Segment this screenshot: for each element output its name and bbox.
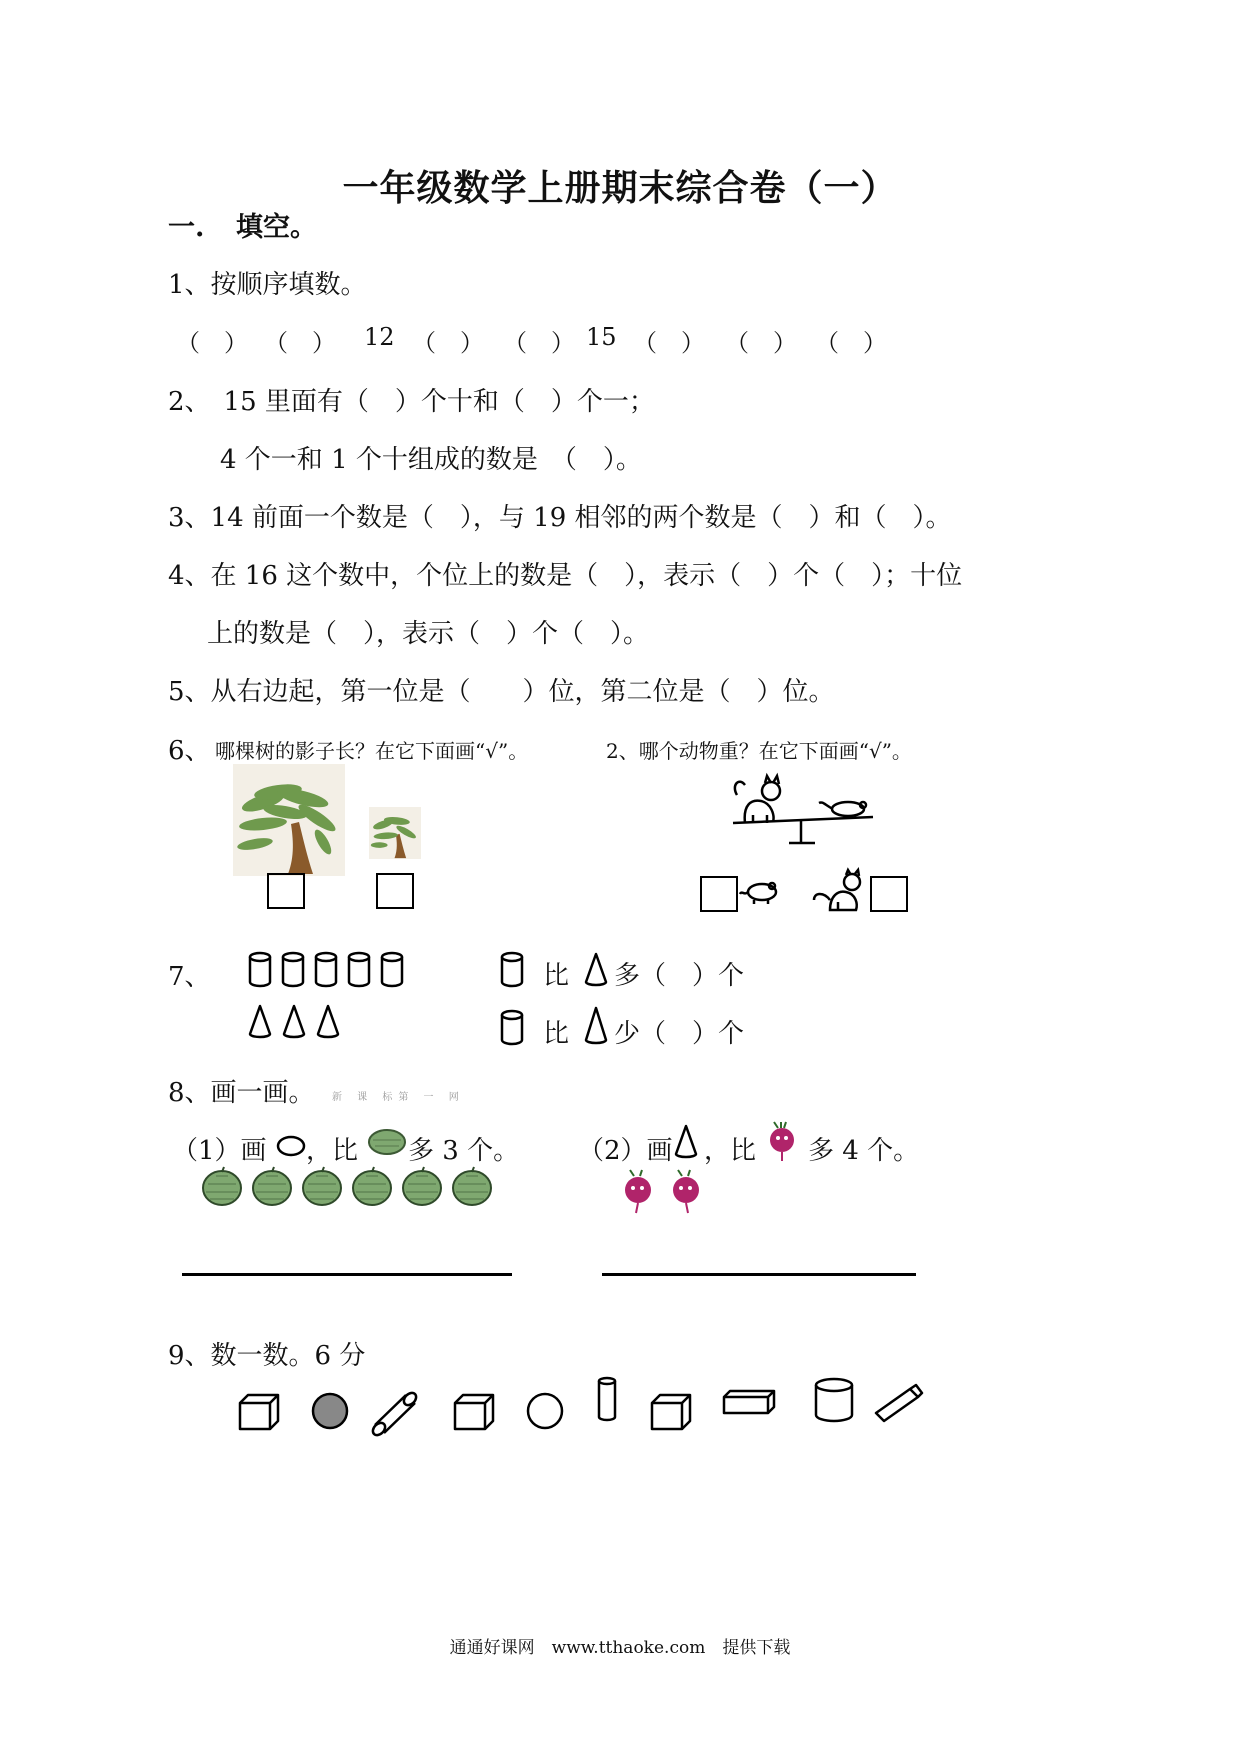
q7-number: 7、 — [168, 962, 211, 992]
q6-text-b: 2、哪个动物重？在它下面画“√”。 — [606, 739, 912, 763]
tree-small-icon — [369, 807, 421, 859]
q8-part2-c: 多 4 个。 — [808, 1136, 920, 1166]
q3-text: 3、14 前面一个数是（ ），与 19 相邻的两个数是（ ）和（ ）。 — [168, 503, 952, 533]
section-label: 填空。 — [236, 212, 317, 243]
seq-number: 15 — [586, 323, 617, 351]
cylinder-tilted-icon — [371, 1391, 419, 1438]
cat-icon — [812, 870, 870, 912]
triangle-cone-icon — [674, 1124, 698, 1158]
seq-number: 12 — [364, 323, 395, 351]
seq-blank[interactable]: （ ） — [412, 329, 484, 357]
seesaw-cat-mouse-icon — [723, 775, 883, 850]
q6-number: 6、 — [168, 736, 211, 766]
q5-text: 5、从右边起，第一位是（ ）位，第二位是（ ）位。 — [168, 677, 835, 707]
cone-icon — [584, 952, 608, 988]
tree-large-icon — [233, 764, 345, 876]
answer-box-tree-large[interactable] — [267, 873, 305, 909]
turnips-row-icon — [620, 1170, 710, 1214]
watermark-text: 新 课 标第 一 网 — [332, 1092, 465, 1103]
sphere-shaded-icon — [313, 1394, 347, 1428]
seq-blank[interactable]: （ ） — [725, 329, 797, 357]
answer-line-2[interactable] — [602, 1273, 916, 1276]
footer-text: 通通好课网 www.tthaoke.com 提供下载 — [449, 1638, 791, 1658]
sphere-icon — [528, 1394, 562, 1428]
q2-line1: 2、 15 里面有（ ）个十和（ ）个一； — [168, 387, 655, 417]
q7-compare2-result: 少（ ）个 — [614, 1019, 745, 1049]
q9-text: 9、数一数。6 分 — [168, 1341, 366, 1371]
q8-part1-c: 多 3 个。 — [408, 1136, 520, 1166]
mouse-icon — [740, 876, 782, 906]
q8-part2-a: （2）画 — [578, 1136, 673, 1166]
q7-compare1-result: 多（ ）个 — [614, 961, 745, 991]
solid-shapes-row — [230, 1375, 930, 1445]
section-number: 一. — [168, 212, 205, 243]
cones-row-icon — [246, 1004, 346, 1038]
q8-text: 8、画一画。 — [168, 1078, 315, 1108]
prism-tilted-icon — [876, 1385, 922, 1421]
q4-line2: 上的数是（ ），表示（ ）个（ ）。 — [207, 619, 650, 649]
apples-row-icon — [200, 1166, 500, 1208]
q1-text: 1、按顺序填数。 — [168, 270, 367, 300]
turnip-icon — [764, 1122, 800, 1162]
cube-icon — [455, 1395, 493, 1429]
cylinder-large-icon — [816, 1379, 852, 1421]
cylinder-icon — [500, 952, 524, 988]
q8-part1-a: （1）画 — [172, 1136, 267, 1166]
answer-line-1[interactable] — [182, 1273, 512, 1276]
q4-line1: 4、在 16 这个数中，个位上的数是（ ），表示（ ）个（ ）；十位 — [168, 561, 963, 591]
cuboid-icon — [724, 1391, 774, 1413]
answer-box-cat[interactable] — [870, 876, 908, 912]
cylinder-upright-icon — [599, 1378, 615, 1420]
cylinder-icon — [500, 1010, 524, 1046]
cube-icon — [652, 1395, 690, 1429]
q1-sequence — [0, 323, 1240, 355]
seq-blank[interactable]: （ ） — [503, 329, 575, 357]
circle-oval-icon — [276, 1134, 306, 1158]
cube-icon — [240, 1395, 278, 1429]
cylinders-row-icon — [246, 952, 406, 988]
q7-compare2-word: 比 — [543, 1019, 570, 1049]
cone-icon — [584, 1006, 608, 1046]
q2-line2: 4 个一和 1 个十组成的数是 （ ）。 — [220, 445, 642, 475]
seq-blank[interactable]: （ ） — [264, 329, 336, 357]
seq-blank[interactable]: （ ） — [815, 329, 887, 357]
answer-box-mouse[interactable] — [700, 876, 738, 912]
q8-part2-b: ，比 — [704, 1136, 757, 1166]
seq-blank[interactable]: （ ） — [633, 329, 705, 357]
answer-box-tree-small[interactable] — [376, 873, 414, 909]
q6-text-a: 哪棵树的影子长？在它下面画“√”。 — [215, 739, 529, 763]
q7-compare1-word: 比 — [543, 961, 570, 991]
q8-part1-b: ，比 — [306, 1136, 359, 1166]
page-title: 一年级数学上册期末综合卷（一） — [342, 167, 898, 209]
apple-icon — [367, 1126, 407, 1156]
seq-blank[interactable]: （ ） — [176, 329, 248, 357]
